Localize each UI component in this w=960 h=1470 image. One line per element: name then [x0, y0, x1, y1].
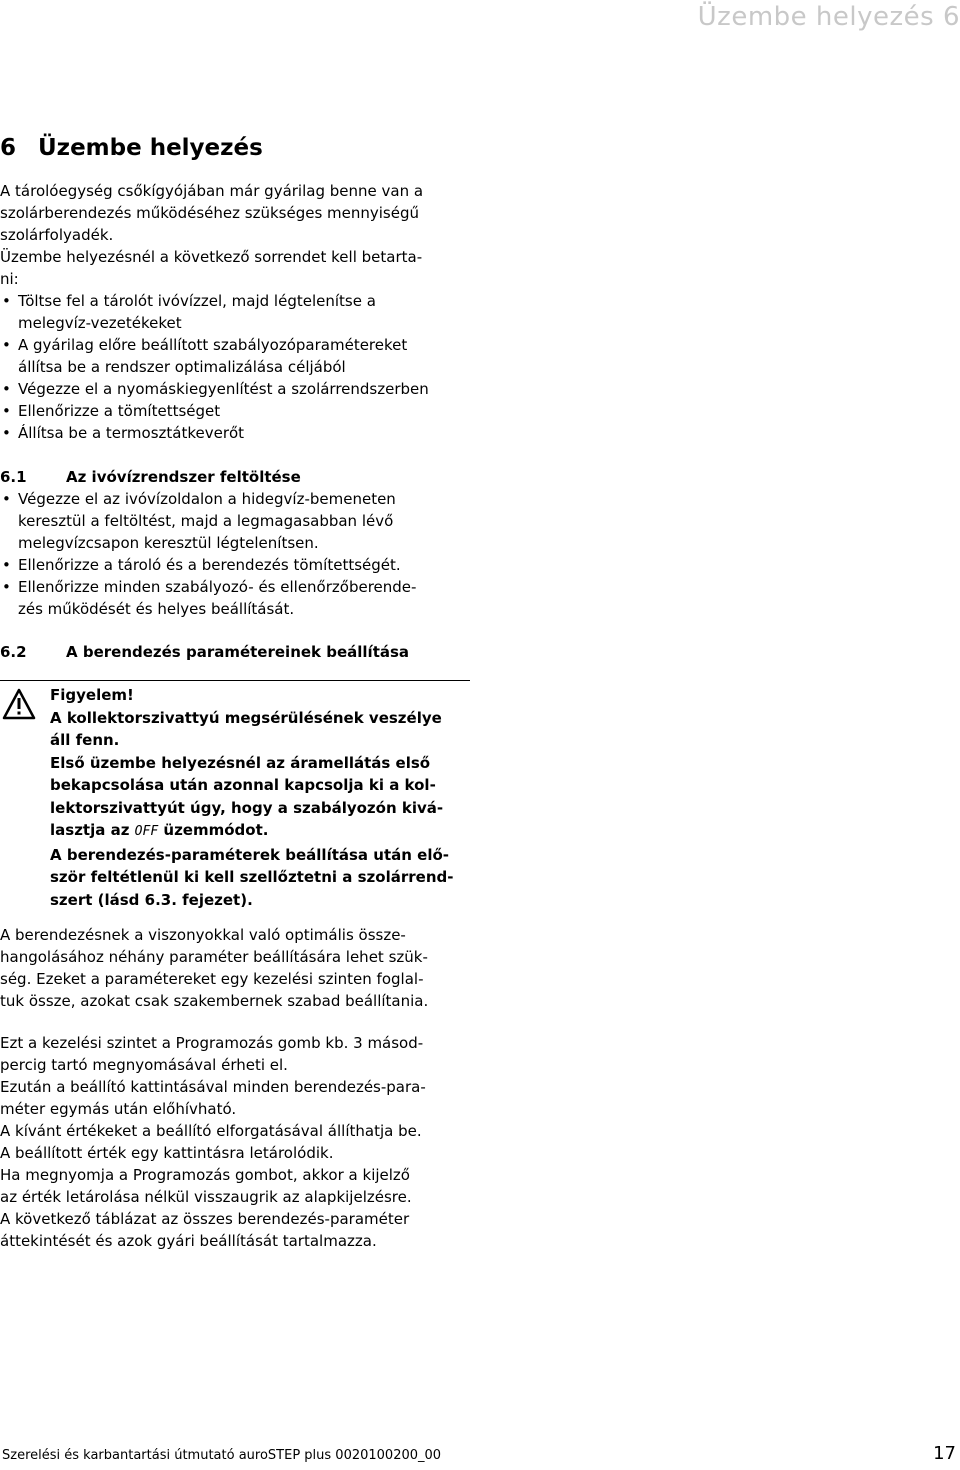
paragraph-parameters: A berendezésnek a viszonyokkal való optimális össze- hangolásához néhány paraméter beállítására lehet szük- ség. Ezeket a paramétereket egy kezelési szinten foglal- tuk össze, azokat csak szakembernek szabad beállítania. [0, 926, 429, 1010]
off-mode-code: OFF [134, 824, 159, 839]
list-item: • Ellenőrizze a tömítettséget [2, 402, 221, 420]
list-item: • Ellenőrizze minden szabályozó- és ellenőrzőberende- zés működését és helyes beállítását. [2, 578, 417, 618]
warning-line: Első üzembe helyezésnél az áramellátás első [50, 753, 431, 772]
section-number: 6 [0, 135, 17, 161]
list-item: • Állítsa be a termosztátkeverőt [2, 424, 245, 442]
warning-triangle-icon [2, 688, 36, 720]
warning-line: A kollektorszivattyú megsérülésének veszélye [50, 708, 442, 727]
list-item: • A gyárilag előre beállított szabályozóparamétereket állítsa be a rendszer optimalizálása céljából [2, 336, 408, 376]
steps-list [0, 290, 470, 444]
warning-line: A berendezés-paraméterek beállítása után elő- [50, 845, 449, 864]
subsection-title: Az ivóvízrendszer feltöltése [66, 468, 301, 486]
subsection-heading-6-1 [0, 466, 301, 488]
intro-line: szolárberendezés működéséhez szükséges mennyiségű [0, 204, 419, 222]
running-header-title: Üzembe helyezés 6 [697, 2, 960, 32]
warning-divider [0, 680, 470, 681]
subsection-number: 6.2 [0, 643, 27, 661]
section-intro [0, 180, 470, 290]
paragraph-programming: Ezt a kezelési szintet a Programozás gomb kb. 3 másod- percig tartó megnyomásával érheti el. Ezután a beállító kattintásával minden berendezés-para- méter egymás után előhívható. A kívánt értékeket a beállító elforgatásával állíthatja be. A beállított érték egy kattintásra letárolódik. Ha megnyomja a Programozás gombot, akkor a kijelző az érték letárolása nélkül visszaugrik az alapkijelzésre. A következő táblázat az összes berendezés-paraméter áttekintését és azok gyári beállítását tartalmazza. [0, 1034, 426, 1250]
list-item: • Töltse fel a tárolót ivóvízzel, majd légtelenítse a melegvíz-vezetékeket [2, 292, 376, 332]
intro-line: Üzembe helyezésnél a következő sorrendet kell betarta- [0, 248, 423, 266]
section-heading [0, 135, 263, 161]
section-title: Üzembe helyezés [38, 135, 263, 161]
footer-document-title: Szerelési és karbantartási útmutató auroSTEP plus 0020100200_00 [2, 1448, 442, 1463]
intro-line: szolárfolyadék. [0, 226, 114, 244]
footer-page-number: 17 [933, 1443, 956, 1464]
warning-line: áll fenn. [50, 731, 120, 749]
warning-heading: Figyelem! [50, 686, 134, 704]
intro-line: A tárolóegység csőkígyójában már gyárilag benne van a [0, 182, 424, 200]
intro-line: ni: [0, 270, 19, 288]
list-item: • Ellenőrizze a tároló és a berendezés tömítettségét. [2, 556, 401, 574]
list-item: • Végezze el az ivóvízoldalon a hidegvíz-bemeneten keresztül a feltöltést, majd a legmagasabban lévő melegvízcsapon keresztül légtelenítsen. [2, 490, 396, 552]
warning-line: ször feltétlenül ki kell szellőztetni a szolárrend- [50, 868, 454, 886]
warning-line: lasztja az OFF üzemmódot. [50, 821, 269, 839]
warning-line: bekapcsolása után azonnal kapcsolja ki a kol- [50, 776, 436, 794]
warning-line: lektorszivattyút úgy, hogy a szabályozón kivá- [50, 798, 444, 817]
fill-steps-list [0, 488, 470, 620]
subsection-number: 6.1 [0, 468, 27, 486]
warning-line: szert (lásd 6.3. fejezet). [50, 890, 253, 909]
list-item: • Végezze el a nyomáskiegyenlítést a szolárrendszerben [2, 380, 429, 398]
subsection-heading-6-2 [0, 641, 409, 663]
warning-box [50, 684, 470, 911]
subsection-title: A berendezés paramétereinek beállítása [66, 643, 410, 661]
